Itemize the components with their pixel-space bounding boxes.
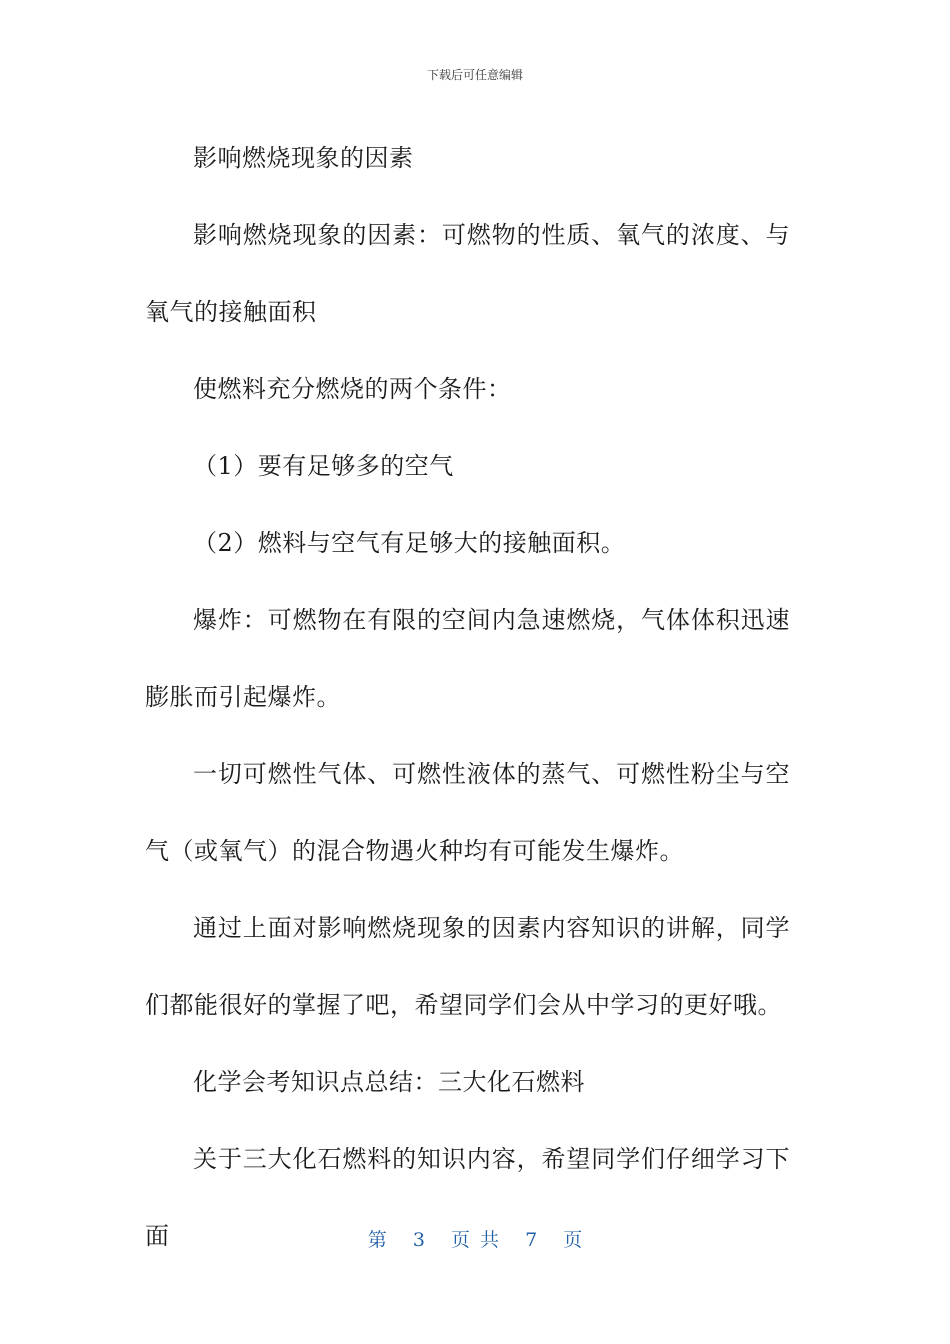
paragraph: 关于三大化石燃料的知识内容，希望同学们仔细学习下面	[145, 1145, 790, 1250]
footer-total-pages: 7	[525, 1229, 538, 1251]
footer-suffix: 页	[563, 1229, 583, 1251]
header-note: 下载后可任意编辑	[426, 68, 523, 82]
paragraph: 一切可燃性气体、可燃性液体的蒸气、可燃性粉尘与空气（或氧气）的混合物遇火种均有可能发生爆炸。	[145, 760, 790, 865]
list-item: （1）要有足够多的空气	[193, 452, 454, 480]
footer-middle: 页 共	[450, 1229, 500, 1251]
page-footer	[0, 1225, 950, 1252]
section-heading: 化学会考知识点总结：三大化石燃料	[193, 1068, 585, 1096]
footer-page-number: 3	[412, 1229, 425, 1251]
paragraph: 通过上面对影响燃烧现象的因素内容知识的讲解，同学们都能很好的掌握了吧，希望同学们会从中学习的更好哦。	[145, 914, 790, 1019]
footer-prefix: 第	[367, 1229, 387, 1251]
paragraph: 影响燃烧现象的因素：可燃物的性质、氧气的浓度、与氧气的接触面积	[145, 221, 790, 326]
document-body	[145, 120, 790, 1275]
section-heading: 影响燃烧现象的因素	[193, 144, 414, 172]
paragraph: 爆炸：可燃物在有限的空间内急速燃烧，气体体积迅速膨胀而引起爆炸。	[145, 606, 790, 711]
paragraph: 使燃料充分燃烧的两个条件：	[193, 375, 512, 403]
list-item: （2）燃料与空气有足够大的接触面积。	[193, 529, 626, 557]
